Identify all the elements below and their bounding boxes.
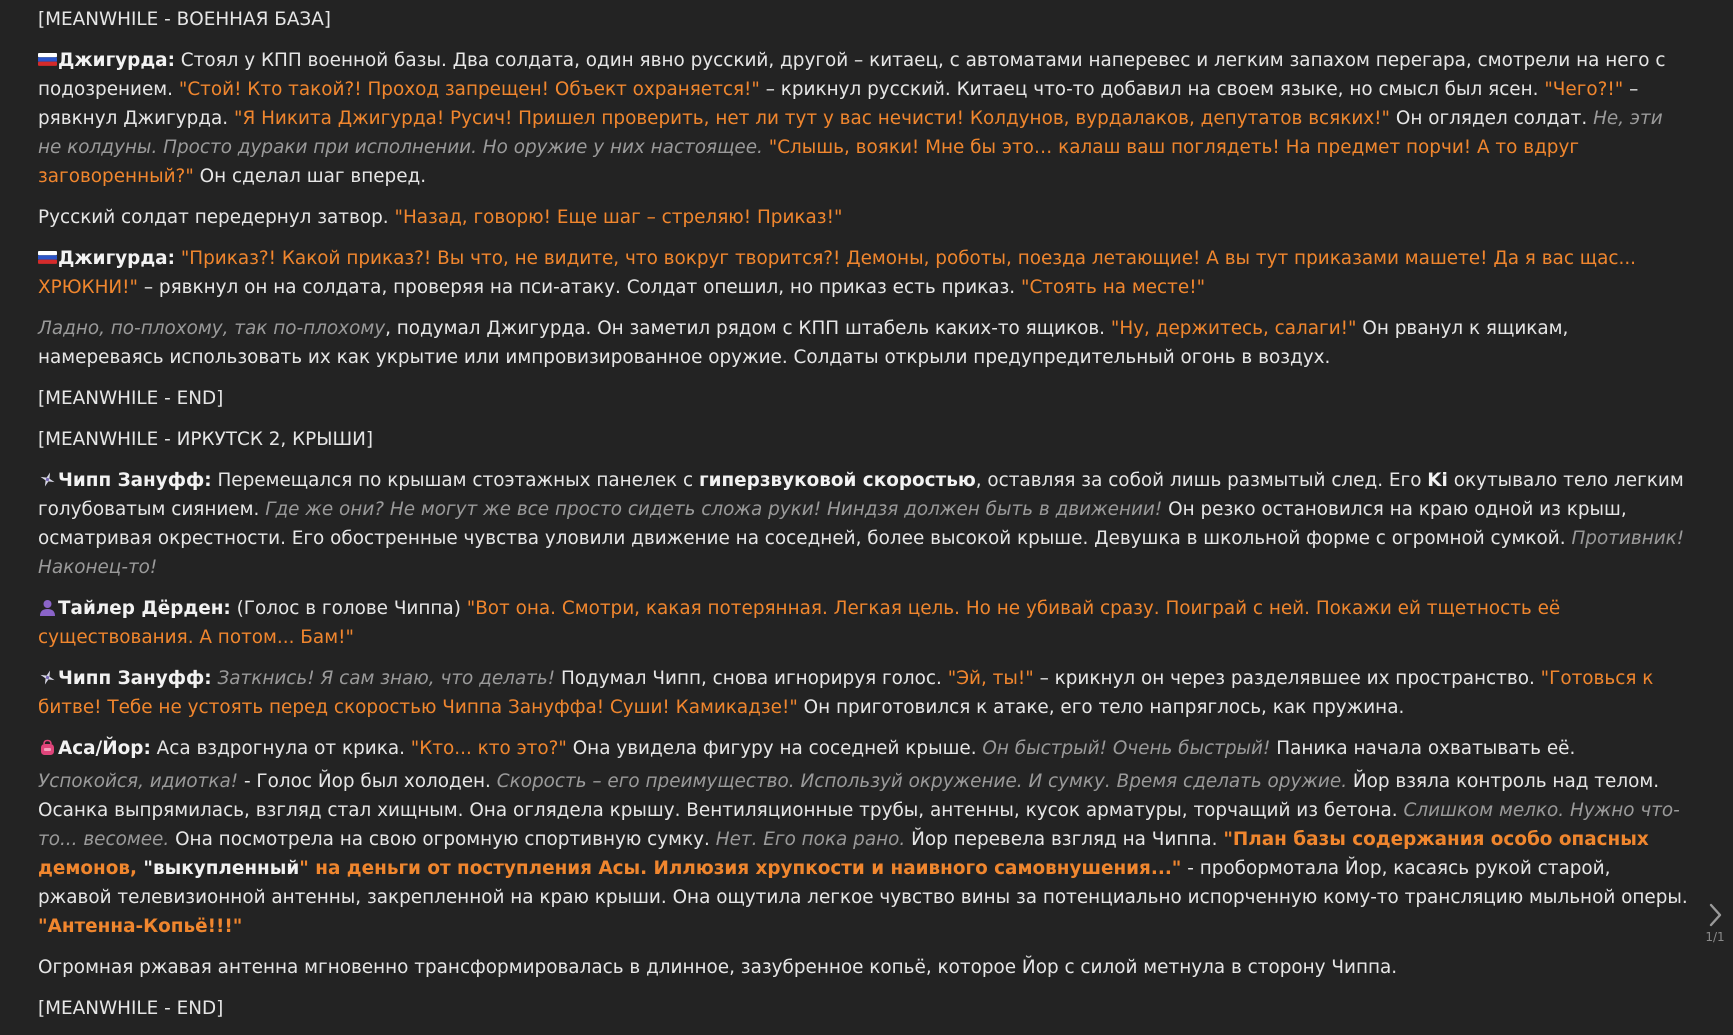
narration: , подумал Джигурда. Он заметил рядом с КПП штабель каких-то ящиков. xyxy=(385,318,1111,339)
person-silhouette-icon xyxy=(38,598,57,617)
scene-footer: [MEANWHILE - END] xyxy=(38,388,224,409)
narration: – крикнул русский. Китаец что-то добавил на своем языке, но смысл был ясен. xyxy=(759,79,1545,100)
narration: окутывало тело легким голубоватым сиянием. xyxy=(38,470,1684,520)
quote: "Я Никита Джигурда! Русич! Пришел проверить, нет ли тут у вас нечисти! Колдунов, вурдалаков, депутатов всяких!" xyxy=(233,108,1391,129)
scene-header: [MEANWHILE - ВОЕННАЯ БАЗА] xyxy=(38,9,331,30)
message-narration xyxy=(38,203,1688,232)
pink-bag-icon xyxy=(38,738,57,757)
thought: Скорость – его преимущество. Используй окружение. И сумку. Время сделать оружие. xyxy=(496,771,1348,792)
emphasis: гиперзвуковой скоростью xyxy=(698,470,976,491)
chevron-right-icon[interactable] xyxy=(1703,900,1727,930)
message-tyler xyxy=(38,594,1688,652)
narration: – рявкнул Джигурда. xyxy=(38,79,1639,129)
narration: Он приготовился к атаке, его тело напряглось, как пружина. xyxy=(797,697,1405,718)
thought: Он быстрый! Очень быстрый! xyxy=(982,738,1271,759)
narration: Паника начала охватывать её. xyxy=(1270,738,1576,759)
message-jigurda-2 xyxy=(38,244,1688,302)
thought: Нет. Его пока рано. xyxy=(715,829,906,850)
narration: Она посмотрела на свою огромную спортивную сумку. xyxy=(169,829,716,850)
narration: Стоял у КПП военной базы. Два солдата, один явно русский, другой – китаец, с автоматами наперевес и легким запахом перегара, смотрели на него с подозрением. xyxy=(38,50,1666,100)
narration: Перемещался по крышам стоэтажных панелек с xyxy=(211,470,699,491)
message-chipp-1 xyxy=(38,466,1688,582)
bold-quote: "План базы содержания особо опасных демонов, xyxy=(38,829,1649,879)
narration: – рявкнул он на солдата, проверяя на пси-атаку. Солдат опешил, но приказ есть приказ. xyxy=(138,277,1021,298)
ninja-star-icon xyxy=(38,668,57,687)
narration: Он оглядел солдат. xyxy=(1390,108,1594,129)
message-narration: Огромная ржавая антенна мгновенно трансформировалась в длинное, зазубренное копьё, которое Йор с силой метнула в сторону Чиппа. xyxy=(38,957,1398,978)
quote: "Стой! Кто такой?! Проход запрещен! Объект охраняется!" xyxy=(178,79,760,100)
thought: Ладно, по-плохому, так по-плохому xyxy=(38,318,386,339)
quote: "Готовься к битве! Тебе не устоять перед скоростью Чиппа Зануффа! Суши! Камикадзе!" xyxy=(38,668,1654,718)
message-jigurda-1 xyxy=(38,46,1688,191)
russia-flag-icon xyxy=(38,248,57,267)
thought: Противник! Наконец-то! xyxy=(38,528,1685,578)
quote: "Чего?!" xyxy=(1544,79,1624,100)
narration: - пробормотала Йор, касаясь рукой старой, ржавой телевизионной антенны, закрепленной на краю крыши. Она ощутила легкое чувство вины за потенциально испорченную кому-то трансляцию мыльной оперы. xyxy=(38,858,1688,908)
speaker-name: Джигурда: xyxy=(58,248,175,269)
thought: Где же они? Не могут же все просто сидеть сложа руки! Ниндзя должен быть в движении! xyxy=(265,499,1163,520)
quote: "Ну, держитесь, салаги!" xyxy=(1110,318,1357,339)
quote: "Приказ?! Какой приказ?! Вы что, не видите, что вокруг творится?! Демоны, роботы, поезда летающие! А вы тут приказами машете! Да я вас щас... ХРЮКНИ!" xyxy=(38,248,1637,298)
narration: Он рванул к ящикам, намереваясь использовать их как укрытие или импровизированное оружие. Солдаты открыли предупредительный огонь в воздух. xyxy=(38,318,1569,368)
quote: "Слышь, вояки! Мне бы это… калаш ваш поглядеть! На предмет порчи! А то вдруг заговоренный?" xyxy=(38,137,1579,187)
thought: Успокойся, идиотка! xyxy=(38,771,239,792)
quote: "Эй, ты!" xyxy=(947,668,1034,689)
emphasis: "выкупленный xyxy=(143,858,300,879)
narration: Он сделал шаг вперед. xyxy=(193,166,427,187)
russia-flag-icon xyxy=(38,50,57,69)
quote: "Стоять на месте!" xyxy=(1021,277,1206,298)
quote: "Назад, говорю! Еще шаг – стреляю! Приказ!" xyxy=(394,207,843,228)
message-asa xyxy=(38,734,1688,763)
quote: "Кто... кто это?" xyxy=(410,738,567,759)
thought: Не, эти не колдуны. Просто дураки при исполнении. Но оружие у них настоящее. xyxy=(38,108,1663,158)
swipe-navigation xyxy=(1703,900,1727,944)
narration: – крикнул он через разделявшее их пространство. xyxy=(1033,668,1541,689)
message-narration xyxy=(38,314,1688,372)
narration: Подумал Чипп, снова игнорируя голос. xyxy=(555,668,948,689)
speaker-name: Аса/Йор: xyxy=(58,738,151,759)
bold-quote: "Антенна-Копьё!!!" xyxy=(38,916,243,937)
narration: - Голос Йор был холоден. xyxy=(238,771,497,792)
speaker-name: Чипп Зануфф: xyxy=(58,668,212,689)
narration: Он резко остановился на краю одной из крыш, осматривая окрестности. Его обостренные чувства уловили движение на соседней, более высокой крыше. Девушка в школьной форме с огромной сумкой. xyxy=(38,499,1627,549)
narration: Она увидела фигуру на соседней крыше. xyxy=(566,738,983,759)
speaker-name: Чипп Зануфф: xyxy=(58,470,212,491)
speaker-name: Тайлер Дёрден: xyxy=(58,598,231,619)
thought: Заткнись! Я сам знаю, что делать! xyxy=(217,668,556,689)
narration: Русский солдат передернул затвор. xyxy=(38,207,395,228)
narration: , оставляя за собой лишь размытый след. Его xyxy=(975,470,1428,491)
thought: Слишком мелко. Нужно что-то... весомее. xyxy=(38,800,1680,850)
message-yor xyxy=(38,767,1688,941)
quote: "Вот она. Смотри, какая потерянная. Легкая цель. Но не убивай сразу. Поиграй с ней. Покажи ей тщетность её существования. А потом... Бам!" xyxy=(38,598,1561,648)
narration: Йор взяла контроль над телом. Осанка выпрямилась, взгляд стал хищным. Она оглядела крышу. Вентиляционные трубы, антенны, кусок арматуры, торчащий из бетона. xyxy=(38,771,1660,821)
ninja-star-icon xyxy=(38,470,57,489)
narration: Йор перевела взгляд на Чиппа. xyxy=(905,829,1224,850)
narration: Аса вздрогнула от крика. xyxy=(150,738,411,759)
emphasis: Ki xyxy=(1427,470,1448,491)
speaker-name: Джигурда: xyxy=(58,50,175,71)
scene-footer: [MEANWHILE - END] xyxy=(38,998,224,1019)
chat-log xyxy=(38,5,1688,1035)
narration: (Голос в голове Чиппа) xyxy=(230,598,467,619)
scene-header: [MEANWHILE - ИРКУТСК 2, КРЫШИ] xyxy=(38,429,374,450)
swipe-counter: 1/1 xyxy=(1705,930,1725,944)
message-chipp-2 xyxy=(38,664,1688,722)
bold-quote: " на деньги от поступления Асы. Иллюзия хрупкости и наивного самовнушения..." xyxy=(299,858,1182,879)
